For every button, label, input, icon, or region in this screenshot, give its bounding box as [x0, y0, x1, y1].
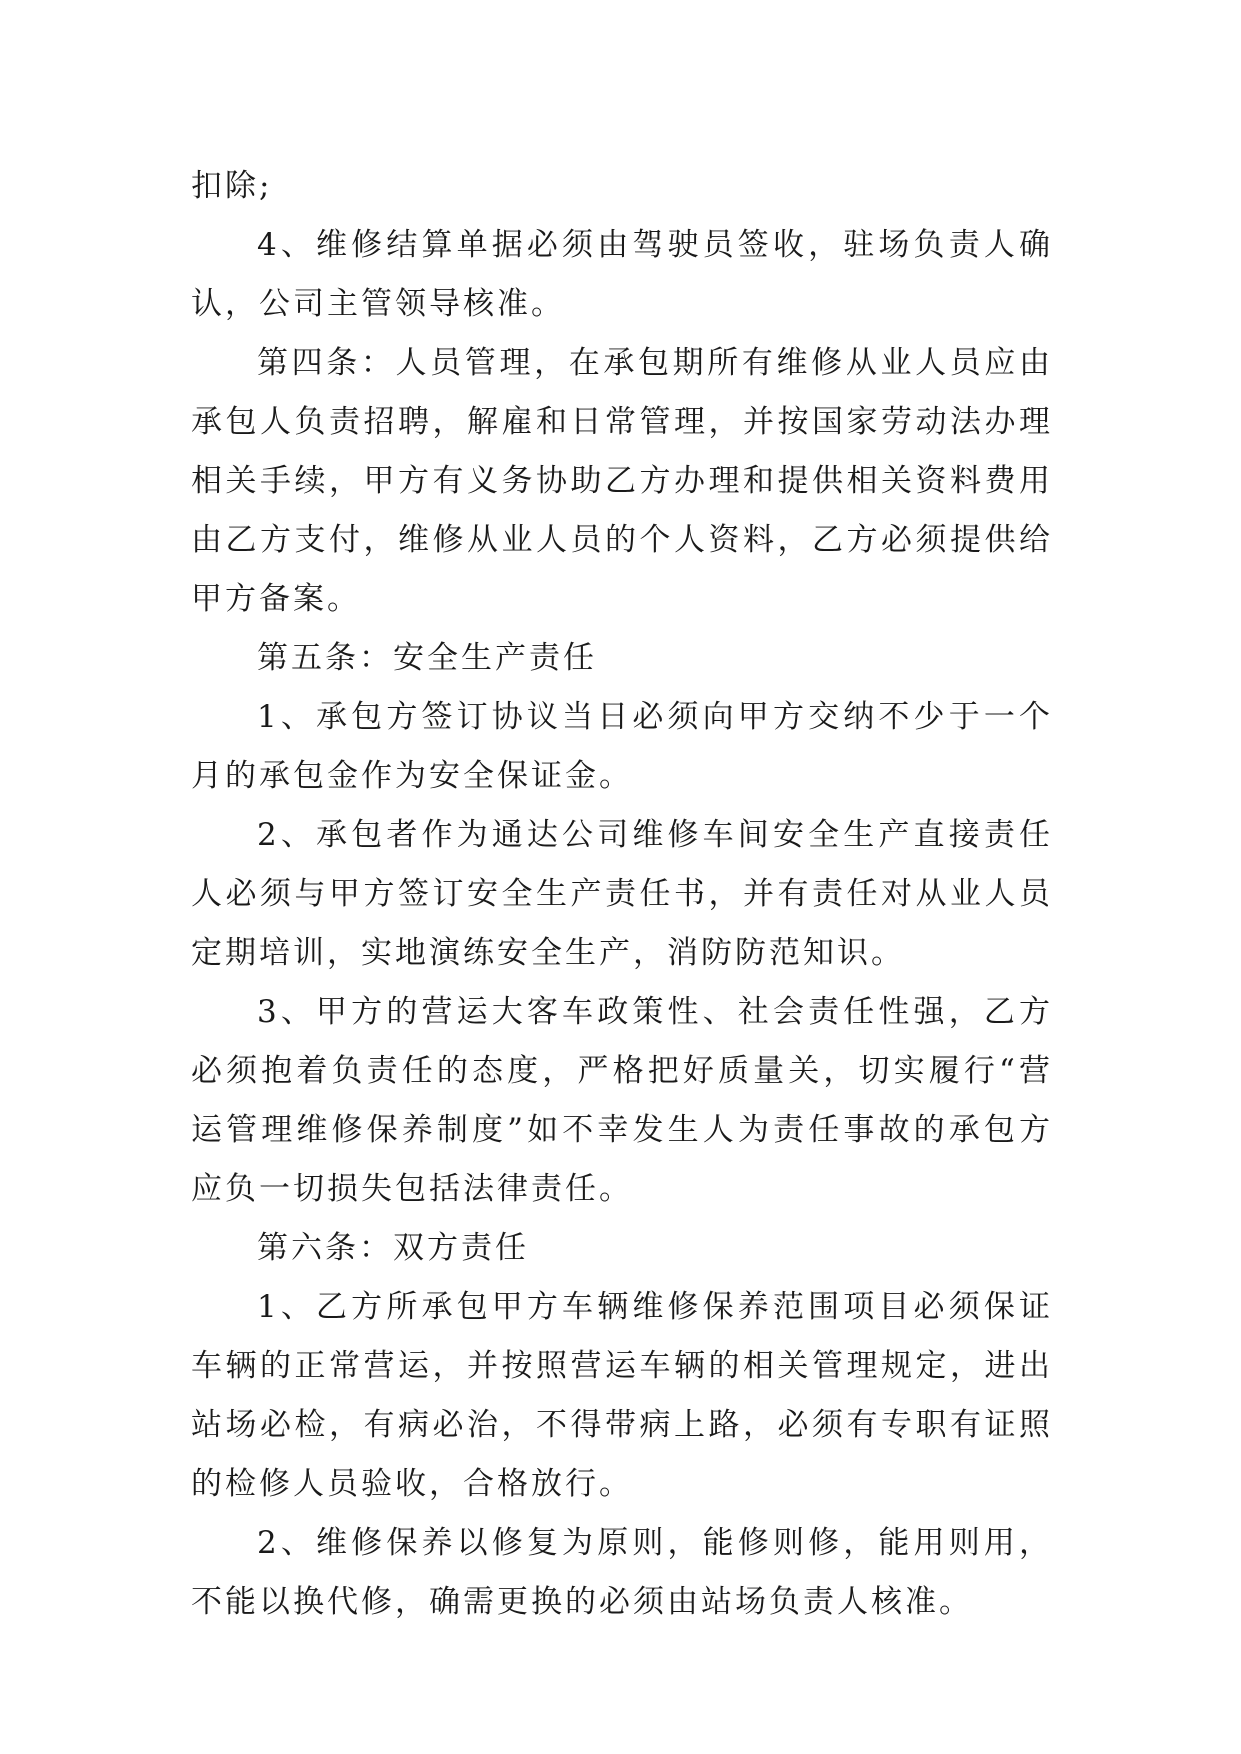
paragraph-9: 1、乙方所承包甲方车辆维修保养范围项目必须保证车辆的正常营运，并按照营运车辆的相关管理规定，进出站场必检，有病必治，不得带病上路，必须有专职有证照的检修人员验收，合格放行。: [191, 1289, 1053, 1502]
paragraph-7: 3、甲方的营运大客车政策性、社会责任性强，乙方必须抱着负责任的态度，严格把好质量关，切实履行“营运管理维修保养制度”如不幸发生人为责任事故的承包方应负一切损失包括法律责任。: [191, 994, 1053, 1207]
section-heading-6: 第六条：双方责任: [257, 1230, 529, 1266]
paragraph-5: 1、承包方签订协议当日必须向甲方交纳不少于一个月的承包金作为安全保证金。: [191, 699, 1053, 794]
paragraph-10: 2、维修保养以修复为原则，能修则修，能用则用，不能以换代修，确需更换的必须由站场负责人核准。: [191, 1525, 1053, 1620]
paragraph-1: 扣除;: [191, 168, 273, 204]
document-body: [191, 157, 1053, 1632]
paragraph-2: 4、维修结算单据必须由驾驶员签收，驻场负责人确认，公司主管领导核准。: [191, 227, 1053, 322]
paragraph-3: 第四条：人员管理，在承包期所有维修从业人员应由承包人负责招聘，解雇和日常管理，并按国家劳动法办理相关手续，甲方有义务协助乙方办理和提供相关资料费用由乙方支付，维修从业人员的个人资料，乙方必须提供给甲方备案。: [191, 345, 1053, 617]
section-heading-5: 第五条：安全生产责任: [257, 640, 597, 676]
paragraph-6: 2、承包者作为通达公司维修车间安全生产直接责任人必须与甲方签订安全生产责任书，并有责任对从业人员定期培训，实地演练安全生产，消防防范知识。: [191, 817, 1053, 971]
